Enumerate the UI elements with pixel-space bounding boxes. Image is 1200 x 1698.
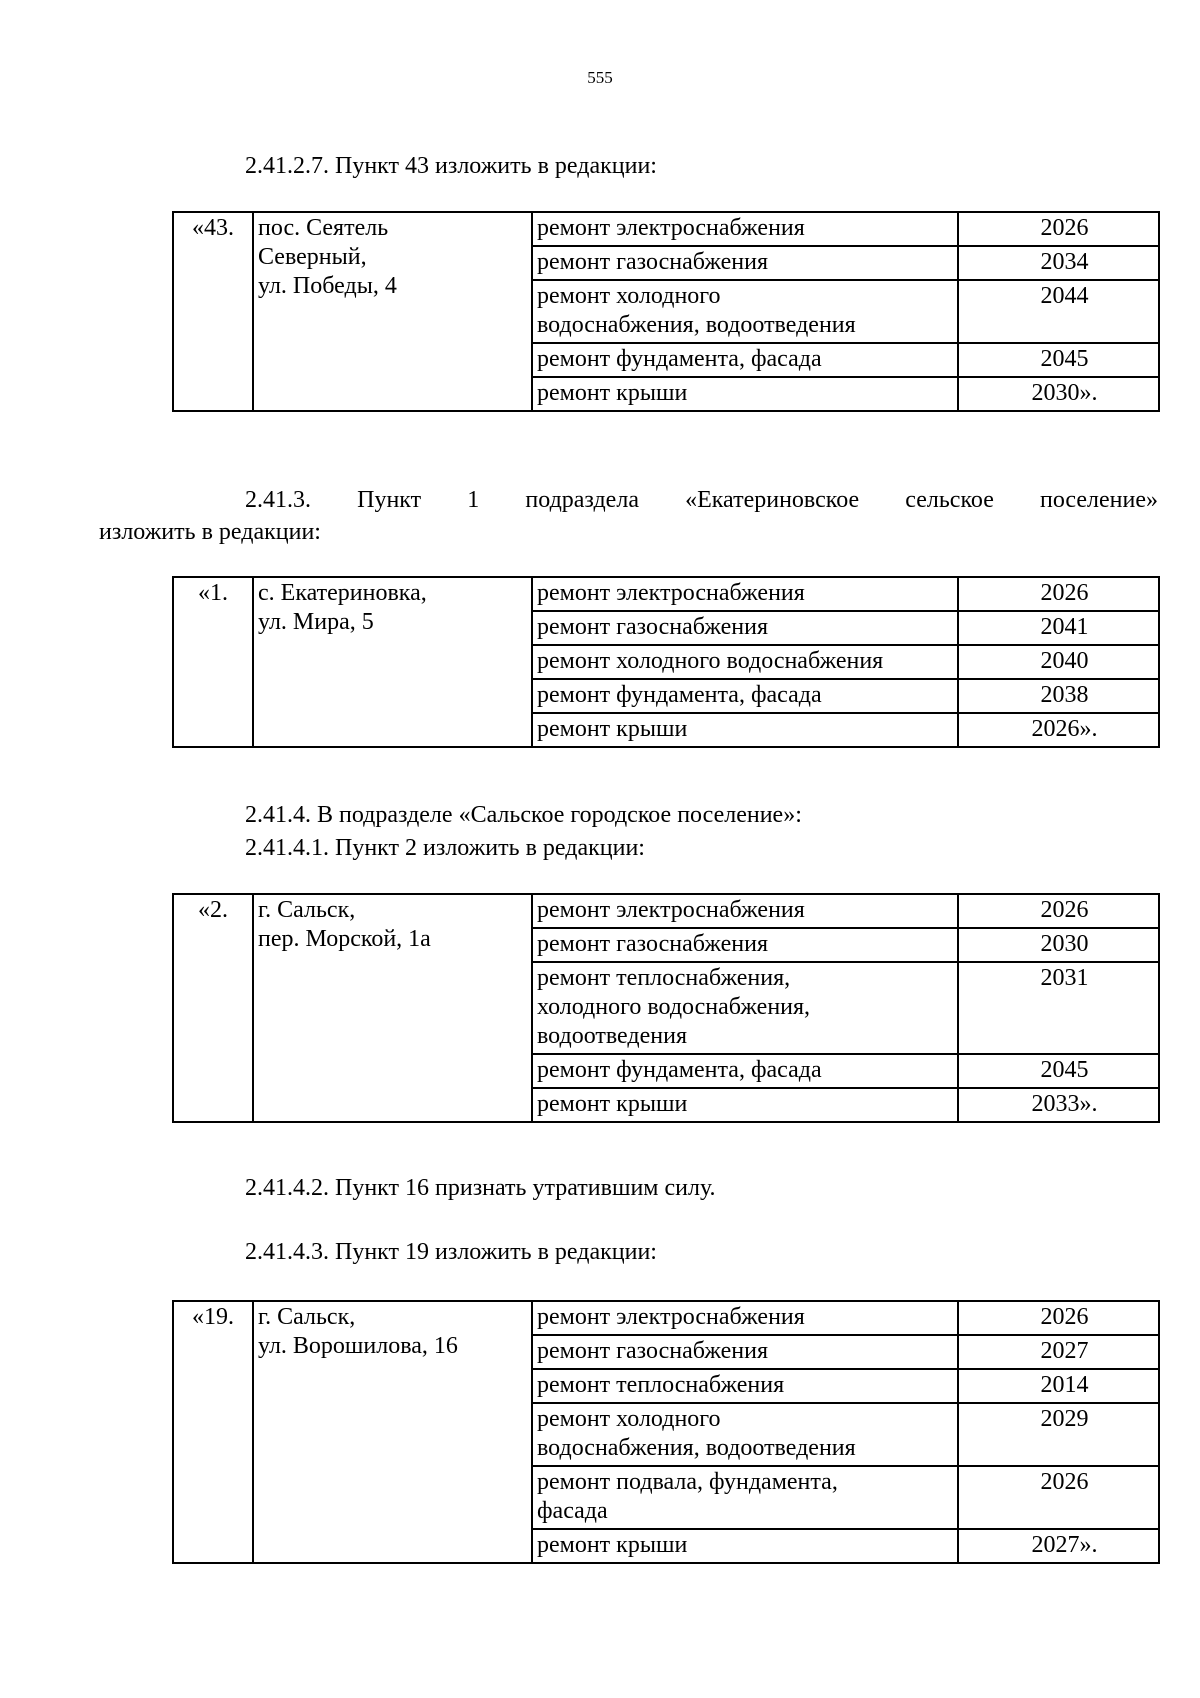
- work-type: [532, 928, 958, 962]
- work-year: 2026: [958, 577, 1159, 611]
- work-type-line: ремонт крыши: [537, 1091, 688, 1117]
- work-type: [532, 1529, 958, 1563]
- paragraph-2-41-3-line2: изложить в редакции:: [99, 519, 321, 545]
- work-year: 2045: [958, 1054, 1159, 1088]
- work-year: 2041: [958, 611, 1159, 645]
- work-type-line: ремонт крыши: [537, 380, 688, 406]
- paragraph-2-41-4-2: 2.41.4.2. Пункт 16 признать утратившим силу.: [245, 1175, 716, 1201]
- work-type-line: фасада: [537, 1498, 608, 1524]
- table-row: [173, 212, 1159, 246]
- work-year: 2030».: [958, 377, 1159, 411]
- work-type: [532, 280, 958, 343]
- work-type-line: ремонт подвала, фундамента,: [537, 1469, 838, 1495]
- work-type: [532, 1301, 958, 1335]
- work-type-line: ремонт крыши: [537, 1532, 688, 1558]
- work-type-line: ремонт холодного: [537, 1406, 721, 1432]
- work-year: 2045: [958, 343, 1159, 377]
- address-line: ул. Ворошилова, 16: [258, 1333, 458, 1359]
- work-type: [532, 1054, 958, 1088]
- address-line: ул. Победы, 4: [258, 273, 397, 299]
- address-line: пер. Морской, 1а: [258, 926, 431, 952]
- work-type: [532, 343, 958, 377]
- work-year: 2026: [958, 1301, 1159, 1335]
- work-type: [532, 377, 958, 411]
- paragraph-2-41-3: [99, 484, 1158, 548]
- work-type: [532, 645, 958, 679]
- address-line: г. Сальск,: [258, 1304, 356, 1330]
- work-type: [532, 1335, 958, 1369]
- work-type: [532, 894, 958, 928]
- table-item-19: [172, 1300, 1160, 1564]
- work-type-line: ремонт фундамента, фасада: [537, 346, 822, 372]
- work-year: 2026».: [958, 713, 1159, 747]
- work-type: [532, 246, 958, 280]
- work-type-line: ремонт фундамента, фасада: [537, 1057, 822, 1083]
- work-type-line: ремонт газоснабжения: [537, 614, 769, 640]
- paragraph-2-41-4-3: 2.41.4.3. Пункт 19 изложить в редакции:: [245, 1239, 657, 1265]
- work-type-line: водоснабжения, водоотведения: [537, 312, 856, 338]
- address-line: Северный,: [258, 244, 367, 270]
- work-type-line: ремонт газоснабжения: [537, 931, 769, 957]
- work-type-line: водоотведения: [537, 1023, 687, 1049]
- work-type-line: холодного водоснабжения,: [537, 994, 811, 1020]
- paragraph-2-41-3-line1: 2.41.3. Пункт 1 подраздела «Екатериновское сельское поселение»: [245, 487, 1158, 513]
- work-type: [532, 212, 958, 246]
- work-type: [532, 577, 958, 611]
- table-item-43: [172, 211, 1160, 412]
- work-type-line: ремонт крыши: [537, 716, 688, 742]
- item-address: [253, 212, 532, 411]
- work-type-line: ремонт теплоснабжения,: [537, 965, 791, 991]
- work-type-line: ремонт газоснабжения: [537, 249, 769, 275]
- page-number: 555: [587, 68, 613, 87]
- work-type: [532, 679, 958, 713]
- work-type-line: ремонт теплоснабжения: [537, 1372, 785, 1398]
- work-type: [532, 1369, 958, 1403]
- table-row: [173, 577, 1159, 611]
- work-type-line: ремонт электроснабжения: [537, 215, 805, 241]
- table-item-1: [172, 576, 1160, 748]
- work-year: 2033».: [958, 1088, 1159, 1122]
- work-year: 2026: [958, 894, 1159, 928]
- work-year: 2031: [958, 962, 1159, 1054]
- work-year: 2030: [958, 928, 1159, 962]
- item-number: «19.: [173, 1301, 253, 1563]
- work-type-line: ремонт холодного водоснабжения: [537, 648, 884, 674]
- work-type-line: ремонт электроснабжения: [537, 580, 805, 606]
- work-type-line: ремонт холодного: [537, 283, 721, 309]
- work-year: 2044: [958, 280, 1159, 343]
- item-number: «43.: [173, 212, 253, 411]
- address-line: ул. Мира, 5: [258, 609, 374, 635]
- work-year: 2034: [958, 246, 1159, 280]
- table-row: [173, 894, 1159, 928]
- work-type-line: ремонт электроснабжения: [537, 897, 805, 923]
- work-type-line: ремонт фундамента, фасада: [537, 682, 822, 708]
- work-type-line: ремонт газоснабжения: [537, 1338, 769, 1364]
- work-year: 2014: [958, 1369, 1159, 1403]
- work-year: 2026: [958, 212, 1159, 246]
- work-year: 2026: [958, 1466, 1159, 1529]
- work-year: 2040: [958, 645, 1159, 679]
- work-type-line: водоснабжения, водоотведения: [537, 1435, 856, 1461]
- table-item-2: [172, 893, 1160, 1123]
- work-type-line: ремонт электроснабжения: [537, 1304, 805, 1330]
- work-type: [532, 1466, 958, 1529]
- table-row: [173, 1301, 1159, 1335]
- paragraph-2-41-4-1: 2.41.4.1. Пункт 2 изложить в редакции:: [245, 835, 645, 861]
- work-type: [532, 611, 958, 645]
- work-year: 2027: [958, 1335, 1159, 1369]
- work-year: 2027».: [958, 1529, 1159, 1563]
- work-year: 2038: [958, 679, 1159, 713]
- work-type: [532, 713, 958, 747]
- item-address: [253, 577, 532, 747]
- address-line: пос. Сеятель: [258, 215, 389, 241]
- work-type: [532, 1088, 958, 1122]
- paragraph-2-41-2-7: 2.41.2.7. Пункт 43 изложить в редакции:: [245, 153, 657, 179]
- address-line: с. Екатериновка,: [258, 580, 427, 606]
- work-year: 2029: [958, 1403, 1159, 1466]
- work-type: [532, 1403, 958, 1466]
- work-type: [532, 962, 958, 1054]
- paragraph-2-41-4: 2.41.4. В подразделе «Сальское городское поселение»:: [245, 802, 802, 828]
- item-address: [253, 1301, 532, 1563]
- item-number: «1.: [173, 577, 253, 747]
- address-line: г. Сальск,: [258, 897, 356, 923]
- item-address: [253, 894, 532, 1122]
- item-number: «2.: [173, 894, 253, 1122]
